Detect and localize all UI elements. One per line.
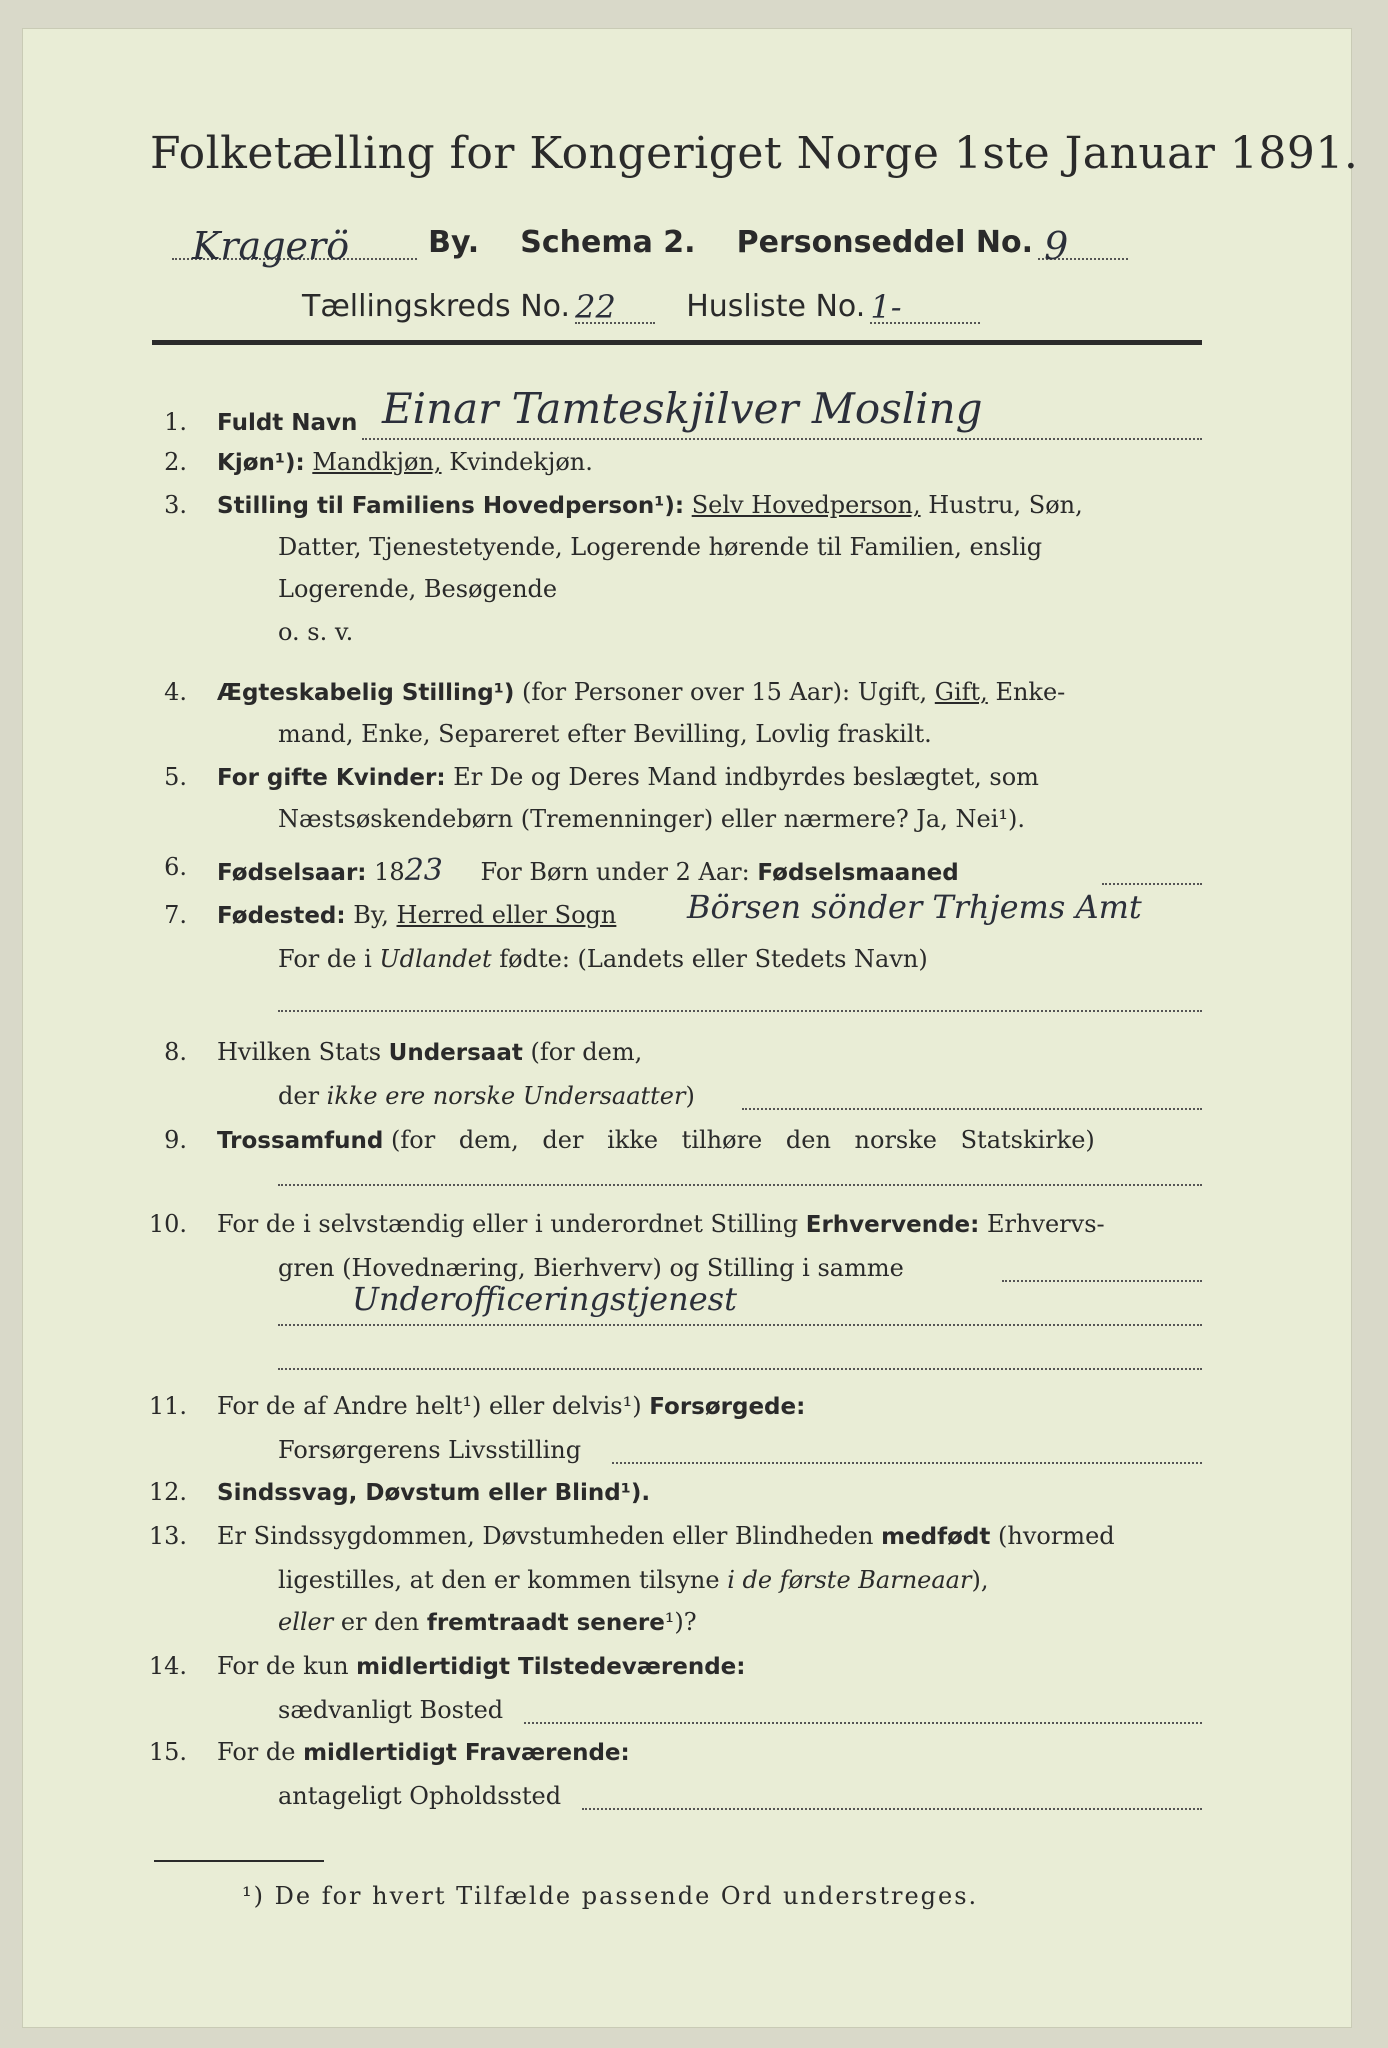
- q14-number: 14.: [148, 1652, 187, 1680]
- q7-dotline: [278, 1010, 1202, 1012]
- q5-line1-rest: Er De og Deres Mand indbyrdes beslægtet, som: [453, 763, 1039, 791]
- q13-line3-pre: er den: [333, 1608, 427, 1636]
- kreds-label: Tællingskreds No.: [302, 289, 570, 324]
- q1-number: 1.: [164, 408, 187, 436]
- q8-line2-ital: ikke ere norske Undersaatter: [326, 1082, 686, 1110]
- q2-option-male: Mandkjøn,: [312, 448, 442, 476]
- q13-line2-ital: i de første Barneaar: [727, 1566, 972, 1594]
- q1-label: Fuldt Navn: [217, 410, 358, 436]
- q8-label: Undersaat: [388, 1040, 523, 1066]
- footnote-rule: [154, 1860, 324, 1862]
- by-label: By.: [428, 225, 480, 260]
- q9-dotline: [278, 1184, 1202, 1186]
- q14-dotline: [524, 1722, 1202, 1724]
- form-title: Folketælling for Kongeriget Norge 1ste Januar 1891.: [150, 128, 1359, 179]
- q13-number: 13.: [148, 1522, 187, 1550]
- q8-line2-post: ): [685, 1082, 695, 1110]
- header-rule: [152, 340, 1202, 345]
- q10-dotline-2: [278, 1324, 1202, 1326]
- q9-label: Trossamfund: [217, 1128, 384, 1154]
- q6-label: Fødselsaar:: [217, 860, 367, 886]
- q1-answer: Einar Tamteskjilver Mosling: [382, 384, 983, 433]
- q10-post: Erhvervs-: [979, 1210, 1105, 1238]
- q13-line3-bold: fremtraadt senere: [426, 1610, 665, 1636]
- q6-child-label: For Børn under 2 Aar:: [480, 858, 750, 886]
- q4-option-selected: Gift,: [934, 678, 988, 706]
- q3-option-selected: Selv Hovedperson,: [691, 491, 921, 519]
- q10-dotline-3: [278, 1368, 1202, 1370]
- q4-line2: mand, Enke, Separeret efter Bevilling, Lovlig fraskilt.: [278, 720, 932, 748]
- q7-line2-pre: For de i: [278, 945, 380, 973]
- husliste-field: [870, 288, 980, 324]
- q8-post: (for dem,: [522, 1038, 643, 1066]
- q6-dotline: [1102, 883, 1202, 885]
- husliste-value: 1-: [870, 288, 902, 326]
- q7-option-by: By,: [353, 901, 389, 929]
- q12-number: 12.: [148, 1478, 187, 1506]
- q11-dotline: [612, 1462, 1202, 1464]
- q4-line1-pre: (for Personer over 15 Aar): Ugift,: [521, 678, 928, 706]
- q8-number: 8.: [164, 1038, 187, 1066]
- husliste-label: Husliste No.: [686, 289, 866, 324]
- q3-number: 3.: [164, 491, 187, 519]
- q8-dotline: [742, 1108, 1202, 1110]
- q5-number: 5.: [164, 763, 187, 791]
- q9-number: 9.: [164, 1126, 187, 1154]
- personseddel-label: Personseddel No.: [736, 225, 1033, 260]
- q6-number: 6.: [164, 853, 187, 881]
- q11-label: Forsørgede:: [649, 1394, 806, 1420]
- town-field: [172, 224, 417, 268]
- q6-month-label: Fødselsmaaned: [757, 860, 959, 886]
- town-value: Kragerö: [192, 224, 350, 268]
- personseddel-value: 9: [1044, 224, 1069, 268]
- q9-rest: (for dem, der ikke tilhøre den norske Statskirke): [391, 1126, 1095, 1154]
- q1-dotline: [362, 438, 1202, 440]
- q13-post: (hvormed: [990, 1522, 1115, 1550]
- q14-label: midlertidigt Tilstedeværende:: [356, 1654, 746, 1680]
- census-form: [22, 28, 1359, 2028]
- q11-number: 11.: [148, 1392, 187, 1420]
- q10-pre: For de i selvstændig eller i underordnet Stilling: [217, 1210, 806, 1238]
- q10-answer: Underofficeringstjenest: [352, 1280, 737, 1318]
- q3-line3: Logerende, Besøgende: [278, 575, 558, 603]
- header-line-3: [302, 288, 980, 324]
- q7-answer: Börsen sönder Trhjems Amt: [687, 888, 1142, 926]
- q13-line3-post: ¹)?: [664, 1608, 697, 1636]
- q2-option-female: Kvindekjøn.: [449, 448, 593, 476]
- kreds-value: 22: [575, 288, 616, 326]
- q13-line3-ital: eller: [278, 1608, 334, 1636]
- q10-number: 10.: [148, 1210, 187, 1238]
- q15-pre: For de: [217, 1738, 304, 1766]
- q7-option-herred: Herred eller Sogn: [396, 901, 617, 929]
- kreds-field: [575, 288, 655, 324]
- q2-number: 2.: [164, 448, 187, 476]
- footnote: ¹) De for hvert Tilfælde passende Ord understreges.: [242, 1882, 979, 1910]
- q4-number: 4.: [164, 678, 187, 706]
- q14-line2: sædvanligt Bosted: [278, 1696, 504, 1724]
- q7-label: Fødested:: [217, 903, 346, 929]
- q6-year-prefix: 18: [374, 858, 405, 886]
- q3-line2: Datter, Tjenestetyende, Logerende hørende til Familien, enslig: [278, 533, 1043, 561]
- q11-line2: Forsørgerens Livsstilling: [278, 1436, 582, 1464]
- q3-label: Stilling til Familiens Hovedperson¹):: [217, 493, 685, 519]
- schema-label: Schema 2.: [520, 225, 696, 260]
- q4-label: Ægteskabelig Stilling¹): [217, 680, 515, 706]
- q7-line2-post: fødte: (Landets eller Stedets Navn): [491, 945, 928, 973]
- q15-dotline: [582, 1808, 1202, 1810]
- q10-line2: gren (Hovednæring, Bierhverv) og Stilling i samme: [278, 1254, 904, 1282]
- q3-line4: o. s. v.: [278, 618, 354, 646]
- q12-label: Sindssvag, Døvstum eller Blind¹).: [217, 1480, 651, 1506]
- q13-label: medfødt: [881, 1524, 991, 1550]
- q2-label: Kjøn¹):: [217, 450, 305, 476]
- q13-line2-post: ),: [971, 1566, 989, 1594]
- q11-pre: For de af Andre helt¹) eller delvis¹): [217, 1392, 650, 1420]
- personseddel-field: [1038, 224, 1128, 268]
- header-line-2: [172, 224, 1222, 268]
- q15-label: midlertidigt Fraværende:: [303, 1740, 630, 1766]
- q10-dotline-1: [1002, 1280, 1202, 1282]
- q7-number: 7.: [164, 901, 187, 929]
- q6-year-suffix: 23: [404, 853, 443, 888]
- q13-pre: Er Sindssygdommen, Døvstumheden eller Blindheden: [217, 1522, 882, 1550]
- q10-label: Erhvervende:: [805, 1212, 980, 1238]
- q7-line2-ital: Udlandet: [379, 945, 492, 973]
- q4-line1-post: Enke-: [987, 678, 1066, 706]
- q14-pre: For de kun: [217, 1652, 357, 1680]
- q15-line2: antageligt Opholdssted: [278, 1782, 562, 1810]
- q5-line2: Næstsøskendebørn (Tremenninger) eller nærmere? Ja, Nei¹).: [278, 805, 1025, 833]
- q8-line2-pre: der: [278, 1082, 327, 1110]
- q5-label: For gifte Kvinder:: [217, 765, 446, 791]
- q8-pre: Hvilken Stats: [217, 1038, 389, 1066]
- q15-number: 15.: [148, 1738, 187, 1766]
- q3-line1-rest: Hustru, Søn,: [920, 491, 1083, 519]
- q13-line2-pre: ligestilles, at den er kommen tilsyne: [278, 1566, 728, 1594]
